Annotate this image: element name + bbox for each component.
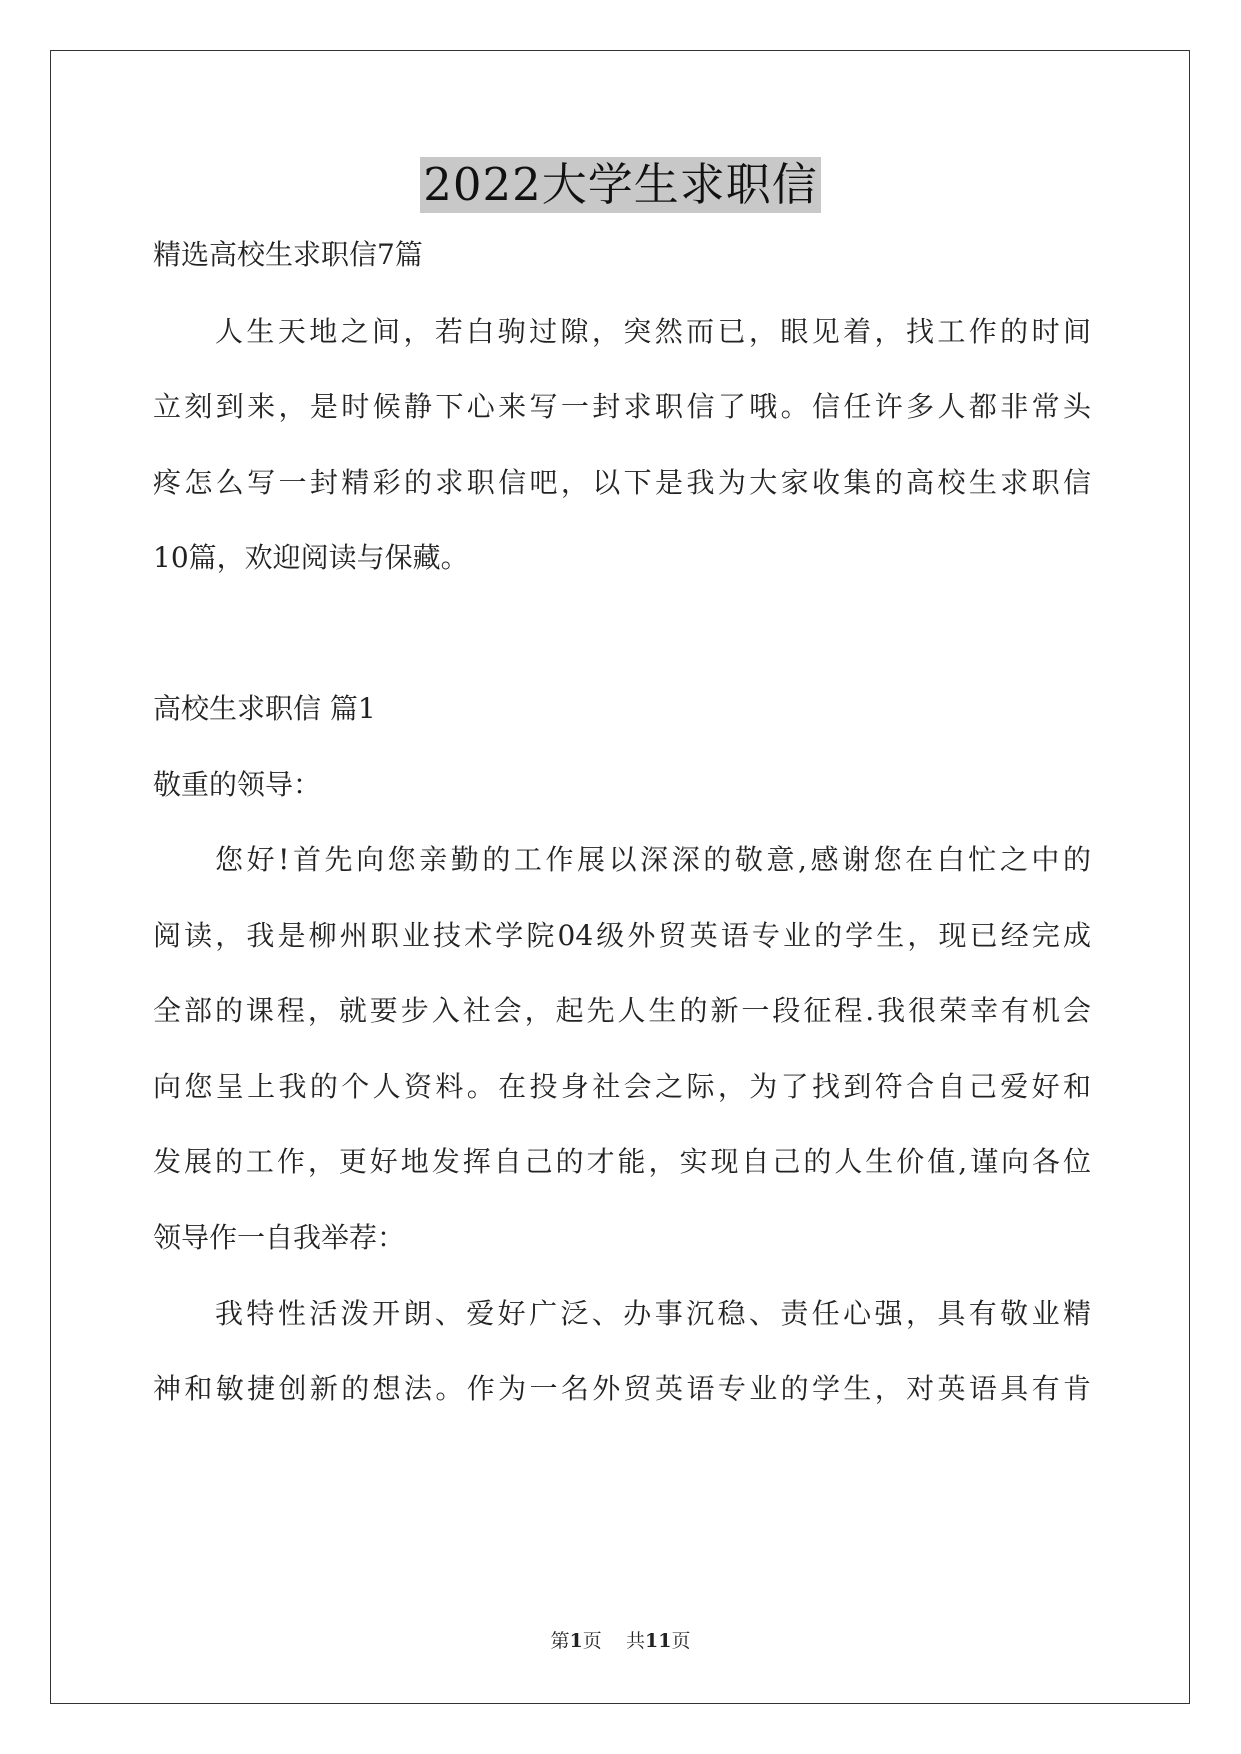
total-prefix: 共 [625,1630,645,1652]
intro-line-3: 疼怎么写一封精彩的求职信吧，以下是我为大家收集的高校生求职信 [153,466,1091,499]
para1-line-3: 全部的课程，就要步入社会，起先人生的新一段征程.我很荣幸有机会 [153,994,1091,1027]
salutation: 敬重的领导： [153,768,322,801]
intro-line-1: 人生天地之间，若白驹过隙，突然而已，眼见着，找工作的时间 [215,315,1091,348]
page-suffix: 页 [582,1630,602,1652]
para1-line-2: 阅读，我是柳州职业技术学院04级外贸英语专业的学生，现已经完成 [153,919,1091,952]
title-container [0,157,1241,213]
page-prefix: 第 [550,1630,570,1652]
para2-line-1: 我特性活泼开朗、爱好广泛、办事沉稳、责任心强，具有敬业精 [215,1297,1091,1330]
section-heading: 高校生求职信 篇1 [153,692,376,725]
para1-line-5: 发展的工作，更好地发挥自己的才能，实现自己的人生价值,谨向各位 [153,1145,1091,1178]
document-title: 2022大学生求职信 [420,157,821,213]
intro-line-4: 10篇，欢迎阅读与保藏。 [153,541,469,574]
intro-line-2: 立刻到来，是时候静下心来写一封求职信了哦。信任许多人都非常头 [153,390,1091,423]
document-subtitle: 精选高校生求职信7篇 [153,238,423,271]
page-number: 1 [569,1630,583,1652]
total-pages: 11 [644,1630,672,1652]
total-suffix: 页 [671,1630,691,1652]
para1-line-1: 您好!首先向您亲勤的工作展以深深的敬意,感谢您在白忙之中的 [215,843,1091,876]
para2-line-2: 神和敏捷创新的想法。作为一名外贸英语专业的学生，对英语具有肯 [153,1372,1091,1405]
para1-line-6: 领导作一自我举荐： [153,1221,406,1254]
page-footer [0,1628,1241,1654]
para1-line-4: 向您呈上我的个人资料。在投身社会之际，为了找到符合自己爱好和 [153,1070,1091,1103]
